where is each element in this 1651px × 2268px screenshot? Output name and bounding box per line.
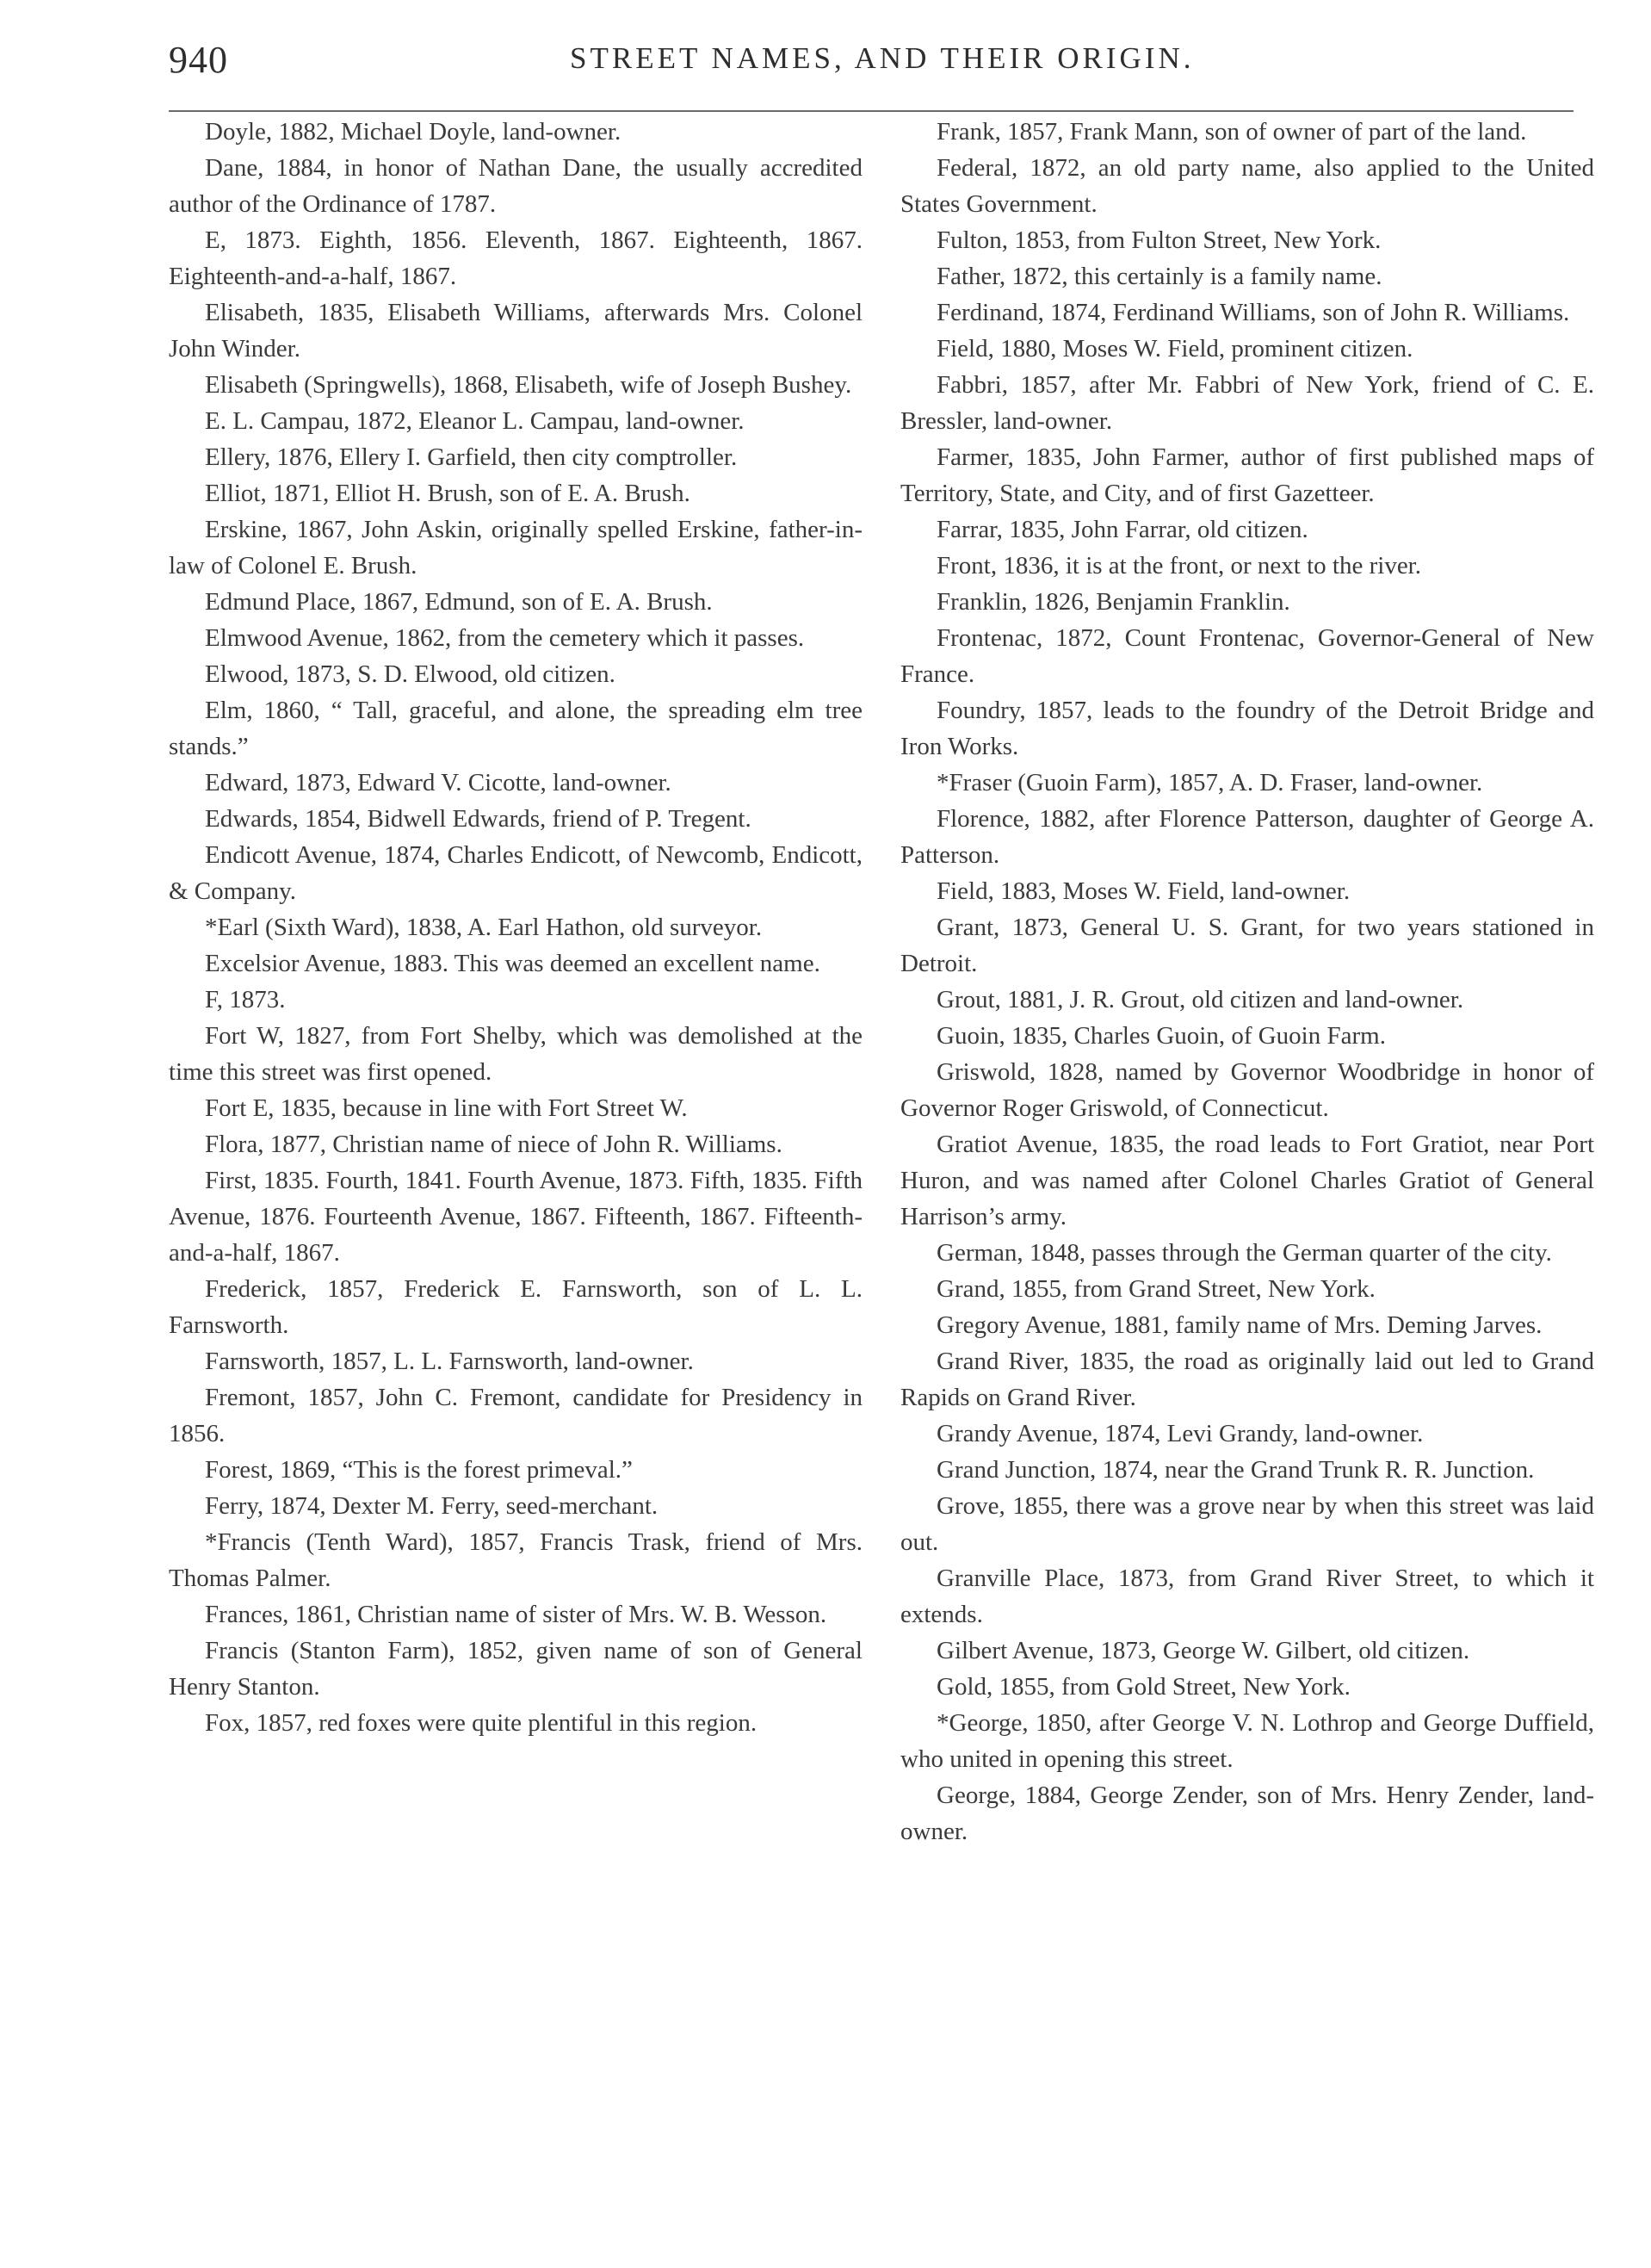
street-entry: Father, 1872, this certainly is a family name. [937, 263, 1382, 290]
street-entry: Erskine, 1867, John Askin, originally spelled Erskine, father-in-law of Colonel E. Brush. [169, 516, 863, 579]
street-entry: Elisabeth (Springwells), 1868, Elisabeth, wife of Joseph Bushey. [205, 371, 852, 399]
street-entry: Edmund Place, 1867, Edmund, son of E. A. Brush. [205, 588, 713, 616]
page-header [169, 38, 1574, 107]
street-entry: Francis (Stanton Farm), 1852, given name of son of General Henry Stanton. [169, 1637, 863, 1701]
street-entry: F, 1873. [205, 986, 286, 1013]
street-entry: Farnsworth, 1857, L. L. Farnsworth, land-owner. [205, 1348, 694, 1375]
header-rule [169, 110, 1574, 112]
street-entry: Forest, 1869, “This is the forest primeval.” [205, 1456, 633, 1484]
street-entry: First, 1835. Fourth, 1841. Fourth Avenue, 1873. Fifth, 1835. Fifth Avenue, 1876. Fourteenth Avenue, 1867. Fifteenth, 1867. Fifteenth-and-a-half, 1867. [169, 1167, 863, 1267]
street-entry: Elwood, 1873, S. D. Elwood, old citizen. [205, 660, 615, 688]
street-entry: Elisabeth, 1835, Elisabeth Williams, afterwards Mrs. Colonel John Winder. [169, 299, 863, 363]
street-entry: Frontenac, 1872, Count Frontenac, Governor-General of New France. [900, 624, 1594, 688]
street-entry: Grand River, 1835, the road as originally laid out led to Grand Rapids on Grand River. [900, 1348, 1594, 1411]
street-entry: Griswold, 1828, named by Governor Woodbridge in honor of Governor Roger Griswold, of Connecticut. [900, 1058, 1594, 1122]
street-entry: Gregory Avenue, 1881, family name of Mrs. Deming Jarves. [937, 1311, 1543, 1339]
street-entry: Grand Junction, 1874, near the Grand Trunk R. R. Junction. [937, 1456, 1535, 1484]
street-entry: Frank, 1857, Frank Mann, son of owner of part of the land. [937, 118, 1527, 146]
street-entry: Farmer, 1835, John Farmer, author of first published maps of Territory, State, and City, and of first Gazetteer. [900, 443, 1594, 507]
street-entry: E, 1873. Eighth, 1856. Eleventh, 1867. Eighteenth, 1867. Eighteenth-and-a-half, 1867. [169, 226, 863, 290]
street-entry: Fremont, 1857, John C. Fremont, candidate for Presidency in 1856. [169, 1384, 863, 1447]
street-entry: Frederick, 1857, Frederick E. Farnsworth, son of L. L. Farnsworth. [169, 1275, 863, 1339]
street-entry: E. L. Campau, 1872, Eleanor L. Campau, land-owner. [205, 407, 745, 435]
street-entry: Front, 1836, it is at the front, or next to the river. [937, 552, 1421, 579]
street-entry: Ferdinand, 1874, Ferdinand Williams, son of John R. Williams. [937, 299, 1570, 326]
right-column [900, 114, 1594, 1850]
street-entry: Endicott Avenue, 1874, Charles Endicott, of Newcomb, Endicott, & Company. [169, 841, 863, 905]
left-column [169, 114, 863, 1741]
street-entry: Granville Place, 1873, from Grand River Street, to which it extends. [900, 1565, 1594, 1628]
street-entry: Fox, 1857, red foxes were quite plentiful in this region. [205, 1709, 757, 1737]
street-entry: Edwards, 1854, Bidwell Edwards, friend of P. Tregent. [205, 805, 751, 833]
street-entry: Dane, 1884, in honor of Nathan Dane, the usually accredited author of the Ordinance of 1787. [169, 154, 863, 218]
street-entry: Elliot, 1871, Elliot H. Brush, son of E. A. Brush. [205, 480, 690, 507]
street-entry: Franklin, 1826, Benjamin Franklin. [937, 588, 1290, 616]
running-title: STREET NAMES, AND THEIR ORIGIN. [570, 41, 1195, 75]
street-entry: George, 1884, George Zender, son of Mrs. Henry Zender, land-owner. [900, 1782, 1594, 1845]
street-entry: Farrar, 1835, John Farrar, old citizen. [937, 516, 1308, 543]
street-entry: Frances, 1861, Christian name of sister of Mrs. W. B. Wesson. [205, 1601, 827, 1628]
street-entry: Fort W, 1827, from Fort Shelby, which was demolished at the time this street was first opened. [169, 1022, 863, 1086]
street-entry: *Francis (Tenth Ward), 1857, Francis Trask, friend of Mrs. Thomas Palmer. [169, 1528, 863, 1592]
street-entry: Gold, 1855, from Gold Street, New York. [937, 1673, 1351, 1701]
street-entry: Grout, 1881, J. R. Grout, old citizen and land-owner. [937, 986, 1464, 1013]
street-entry: Gratiot Avenue, 1835, the road leads to Fort Gratiot, near Port Huron, and was named after Colonel Charles Gratiot of General Harrison’s army. [900, 1131, 1594, 1230]
street-entry: Grove, 1855, there was a grove near by when this street was laid out. [900, 1492, 1594, 1556]
street-entry: Elmwood Avenue, 1862, from the cemetery which it passes. [205, 624, 805, 652]
street-entry: Grandy Avenue, 1874, Levi Grandy, land-owner. [937, 1420, 1424, 1447]
street-entry: Flora, 1877, Christian name of niece of John R. Williams. [205, 1131, 782, 1158]
street-entry: Florence, 1882, after Florence Patterson, daughter of George A. Patterson. [900, 805, 1594, 869]
street-entry: *George, 1850, after George V. N. Lothrop and George Duffield, who united in opening this street. [900, 1709, 1594, 1773]
street-entry: Doyle, 1882, Michael Doyle, land-owner. [205, 118, 621, 146]
street-entry: Grant, 1873, General U. S. Grant, for two years stationed in Detroit. [900, 914, 1594, 977]
street-entry: Ellery, 1876, Ellery I. Garfield, then city comptroller. [205, 443, 738, 471]
street-entry: Foundry, 1857, leads to the foundry of the Detroit Bridge and Iron Works. [900, 697, 1594, 760]
street-entry: Fort E, 1835, because in line with Fort Street W. [205, 1094, 688, 1122]
street-entry: Grand, 1855, from Grand Street, New York. [937, 1275, 1376, 1303]
street-entry: Edward, 1873, Edward V. Cicotte, land-owner. [205, 769, 671, 796]
street-entry: *Earl (Sixth Ward), 1838, A. Earl Hathon, old surveyor. [205, 914, 763, 941]
street-entry: Fulton, 1853, from Fulton Street, New York. [937, 226, 1382, 254]
street-entry: German, 1848, passes through the German quarter of the city. [937, 1239, 1552, 1267]
street-entry: Field, 1883, Moses W. Field, land-owner. [937, 877, 1351, 905]
street-entry: Elm, 1860, “ Tall, graceful, and alone, the spreading elm tree stands.” [169, 697, 863, 760]
street-entry: Field, 1880, Moses W. Field, prominent citizen. [937, 335, 1413, 363]
street-entry: *Fraser (Guoin Farm), 1857, A. D. Fraser, land-owner. [937, 769, 1483, 796]
street-entry: Fabbri, 1857, after Mr. Fabbri of New York, friend of C. E. Bressler, land-owner. [900, 371, 1594, 435]
street-entry: Federal, 1872, an old party name, also applied to the United States Government. [900, 154, 1594, 218]
street-entry: Guoin, 1835, Charles Guoin, of Guoin Farm. [937, 1022, 1386, 1050]
street-entry: Gilbert Avenue, 1873, George W. Gilbert, old citizen. [937, 1637, 1470, 1664]
page-number: 940 [169, 39, 228, 81]
street-entry: Ferry, 1874, Dexter M. Ferry, seed-merchant. [205, 1492, 659, 1520]
street-entry: Excelsior Avenue, 1883. This was deemed an excellent name. [205, 950, 820, 977]
